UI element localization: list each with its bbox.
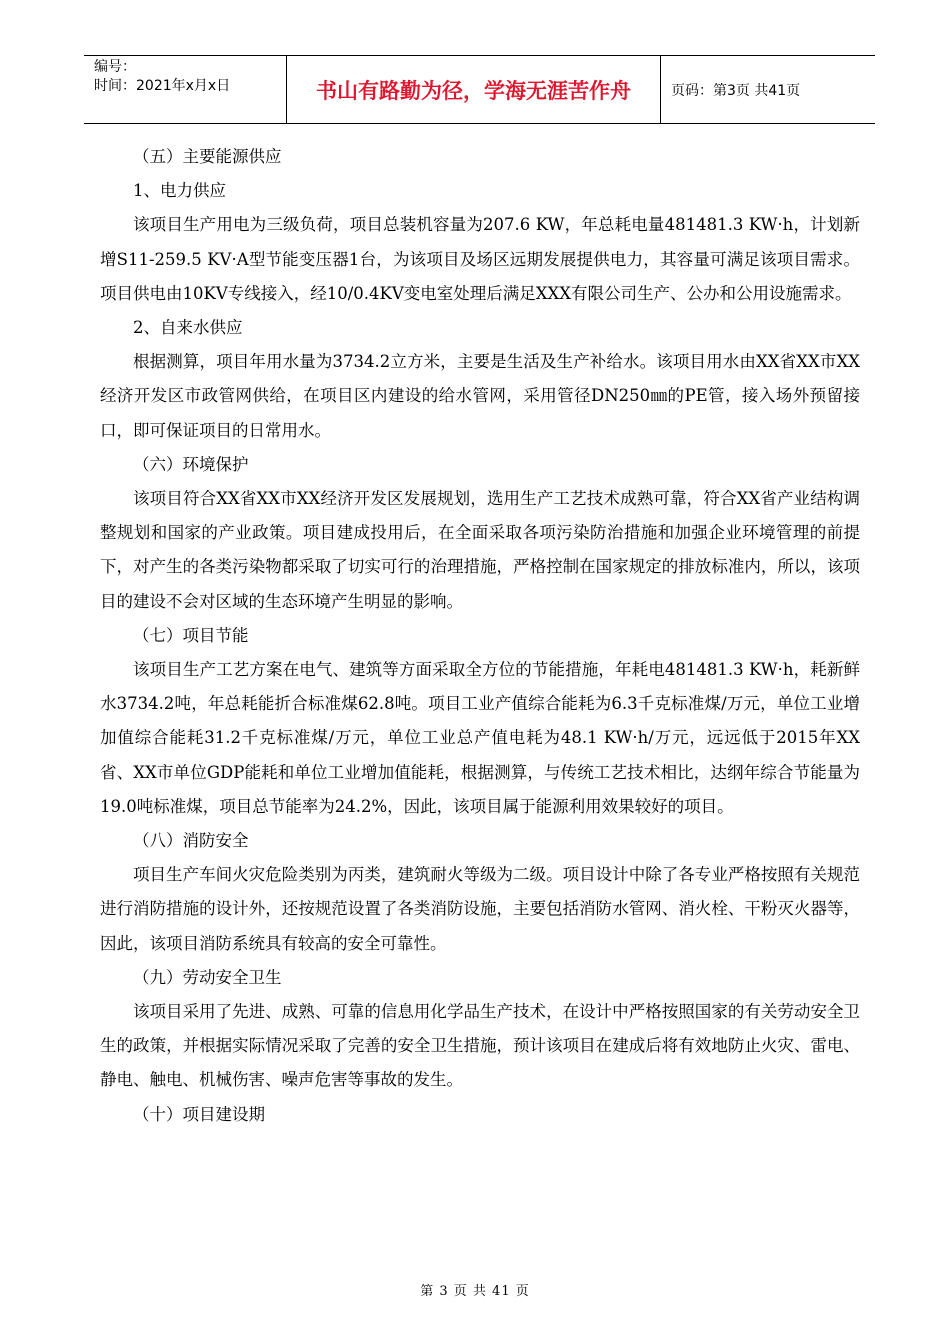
paragraph-fire-safety: 项目生产车间火灾危险类别为丙类，建筑耐火等级为二级。项目设计中除了各专业严格按照有关规范进行消防措施的设计外，还按规范设置了各类消防设施，主要包括消防水管网、消火栓、干粉灭火器等，因此，该项目消防系统具有较高的安全可靠性。 (100, 865, 860, 953)
header-page-info: 页码：第3页 共41页 (671, 82, 801, 99)
subheading-water-supply: 2、自来水供应 (133, 318, 243, 338)
header-motto: 书山有路勤为径，学海无涯苦作舟 (287, 56, 661, 123)
paragraph-water-supply: 根据测算，项目年用水量为3734.2立方米，主要是生活及生产补给水。该项目用水由XX省XX市XX经济开发区市政管网供给，在项目区内建设的给水管网，采用管径DN250㎜的PE管，接入场外预留接口，即可保证项目的日常用水。 (100, 352, 860, 440)
paragraph-power-supply: 该项目生产用电为三级负荷，项目总装机容量为207.6 KW，年总耗电量481481.3 KW·h，计划新增S11-259.5 KV·A型节能变压器1台，为该项目及场区远期发展提供电力，其容量可满足该项目需求。项目供电由10KV专线接入，经10/0.4KV变电室处理后满足XXX有限公司生产、公办和公用设施需求。 (100, 215, 860, 303)
section-heading-environment: （六）环境保护 (133, 454, 249, 474)
section-heading-construction-period: （十）项目建设期 (133, 1104, 265, 1124)
section-heading-energy-saving: （七）项目节能 (133, 625, 249, 645)
header-meta (84, 56, 287, 123)
document-body (100, 140, 860, 1132)
page-header (84, 55, 875, 124)
subheading-power-supply: 1、电力供应 (133, 181, 226, 201)
page-footer: 第 3 页 共 41 页 (420, 1284, 530, 1299)
paragraph-environment: 该项目符合XX省XX市XX经济开发区发展规划，选用生产工艺技术成熟可靠，符合XX省产业结构调整规划和国家的产业政策。项目建成投用后，在全面采取各项污染防治措施和加强企业环境管理的前提下，对产生的各类污染物都采取了切实可行的治理措施，严格控制在国家规定的排放标准内，所以，该项目的建设不会对区域的生态环境产生明显的影响。 (100, 489, 860, 611)
document-number-label: 编号： (94, 59, 136, 75)
section-heading-energy-supply: （五）主要能源供应 (133, 147, 282, 166)
paragraph-energy-saving: 该项目生产工艺方案在电气、建筑等方面采取全方位的节能措施，年耗电481481.3 KW·h，耗新鲜水3734.2吨，年总耗能折合标准煤62.8吨。项目工业产值综合能耗为6.3千克标准煤/万元，单位工业增加值综合能耗31.2千克标准煤/万元，单位工业总产值电耗为48.1 KW·h/万元，远远低于2015年XX省、XX市单位GDP能耗和单位工业增加值能耗，根据测算，与传统工艺技术相比，达纲年综合节能量为19.0吨标准煤，项目总节能率为24.2%，因此，该项目属于能源利用效果较好的项目。 (100, 660, 860, 816)
document-time-label: 时间：2021年x月x日 (94, 78, 231, 94)
section-heading-labor-safety: （九）劳动安全卫生 (133, 967, 282, 987)
section-heading-fire-safety: （八）消防安全 (133, 831, 249, 851)
paragraph-labor-safety: 该项目采用了先进、成熟、可靠的信息用化学品生产技术，在设计中严格按照国家的有关劳动安全卫生的政策，并根据实际情况采取了完善的安全卫生措施，预计该项目在建成后将有效地防止火灾、雷电、静电、触电、机械伤害、噪声危害等事故的发生。 (100, 1002, 860, 1090)
